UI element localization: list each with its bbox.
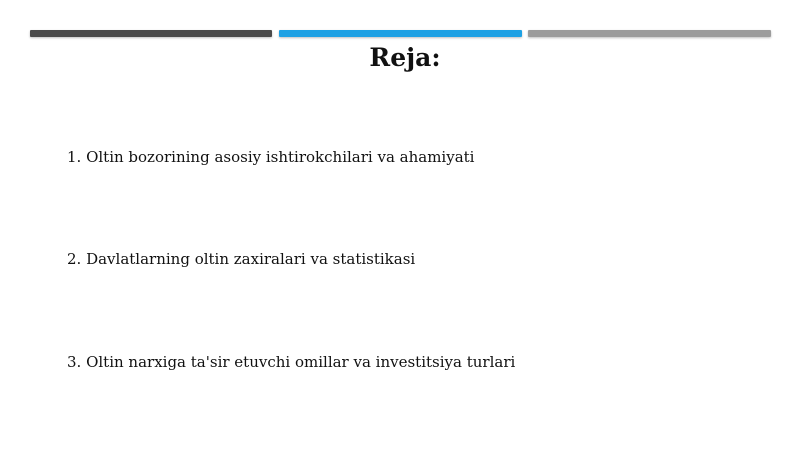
plan-item-3: 3. Oltin narxiga ta'sir etuvchi omillar va investitsiya turlari	[67, 353, 516, 371]
header-bar-gray	[528, 30, 771, 37]
plan-item-1: 1. Oltin bozorining asosiy ishtirokchilari va ahamiyati	[67, 148, 475, 166]
header-bar-blue	[279, 30, 522, 37]
slide-title: Reja:	[369, 43, 441, 72]
header-bar-dark	[30, 30, 272, 37]
plan-item-2: 2. Davlatlarning oltin zaxiralari va statistikasi	[67, 250, 416, 268]
